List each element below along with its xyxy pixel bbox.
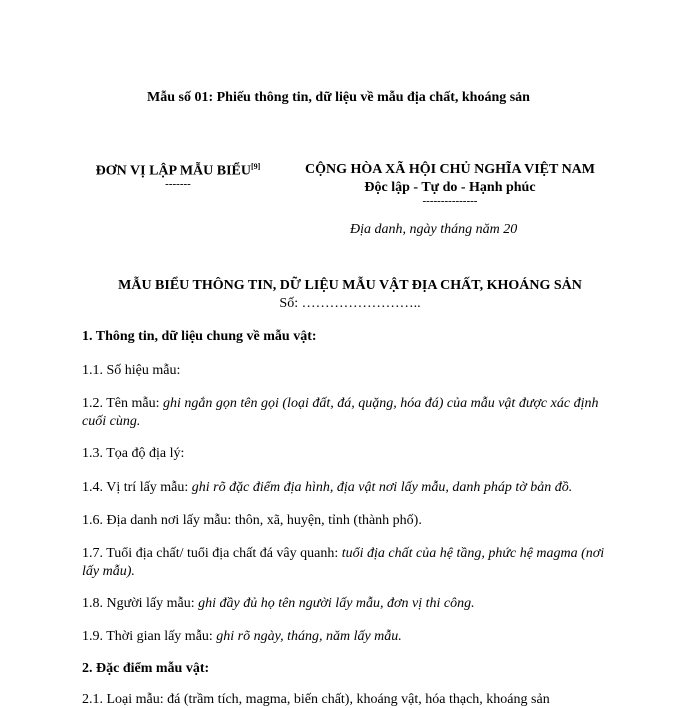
item-1-2-label: 1.2. Tên mẫu:: [82, 396, 164, 411]
item-1-7: [82, 545, 622, 581]
section-2-partial-line: 2.1. Loại mẫu: đá (trầm tích, magma, biến chất), khoáng vật, hóa thạch, khoáng sản: [82, 692, 550, 707]
item-1-1-label: 1.1. Số hiệu mẫu:: [82, 363, 181, 378]
item-1-3: [82, 445, 622, 463]
item-1-2: [82, 395, 622, 431]
item-1-4-label: 1.4. Vị trí lấy mẫu:: [82, 480, 192, 495]
item-1-9: [82, 628, 622, 646]
motto-underline: ---------------: [422, 195, 478, 207]
place-date-line: Địa danh, ngày tháng năm 20: [350, 222, 518, 237]
country-name: CỘNG HÒA XÃ HỘI CHỦ NGHĨA VIỆT NAM: [304, 162, 595, 177]
item-1-4-note: ghi rõ đặc điểm địa hình, địa vật nơi lấy mẫu, danh pháp tờ bản đồ.: [191, 480, 573, 495]
document-title: MẪU BIỂU THÔNG TIN, DỮ LIỆU MẪU VẬT ĐỊA CHẤT, KHOÁNG SẢN: [118, 278, 582, 293]
issuing-unit-line: -------: [165, 178, 191, 190]
item-1-8-note: ghi đầy đủ họ tên người lấy mẫu, đơn vị thi công.: [198, 596, 475, 611]
document-number: Số: ……………………..: [279, 296, 421, 311]
item-1-6-label: 1.6. Địa danh nơi lấy mẫu: thôn, xã, huyện, tỉnh (thành phố).: [82, 513, 422, 528]
section-1-heading: 1. Thông tin, dữ liệu chung về mẫu vật:: [82, 329, 317, 344]
issuing-unit: [88, 162, 268, 180]
issuing-unit-label: ĐƠN VỊ LẬP MẪU BIỂU: [95, 163, 251, 179]
item-1-2-note: ghi ngắn gọn tên gọi (loại đất, đá, quặng, hóa đá) của mẫu vật được xác định cuối cùng.: [82, 396, 599, 429]
national-motto: Độc lập - Tự do - Hạnh phúc: [364, 180, 536, 195]
item-1-9-note: ghi rõ ngày, tháng, năm lấy mẫu.: [216, 629, 402, 644]
item-1-4: [82, 479, 642, 497]
item-1-8: [82, 595, 622, 613]
item-1-8-label: 1.8. Người lấy mẫu:: [82, 596, 199, 611]
item-1-7-note: tuổi địa chất của hệ tầng, phức hệ magma (nơi lấy mẫu).: [82, 546, 605, 579]
form-title: Mẫu số 01: Phiếu thông tin, dữ liệu về mẫu địa chất, khoáng sản: [147, 90, 530, 105]
item-1-1: [82, 362, 622, 380]
item-1-7-label: 1.7. Tuổi địa chất/ tuổi địa chất đá vây quanh:: [82, 546, 342, 561]
item-1-3-label: 1.3. Tọa độ địa lý:: [82, 446, 185, 461]
section-2-heading: 2. Đặc điểm mẫu vật:: [82, 661, 210, 676]
footnote-marker: [9]: [250, 162, 261, 171]
item-1-6: [82, 512, 622, 530]
item-1-9-label: 1.9. Thời gian lấy mẫu:: [82, 629, 217, 644]
